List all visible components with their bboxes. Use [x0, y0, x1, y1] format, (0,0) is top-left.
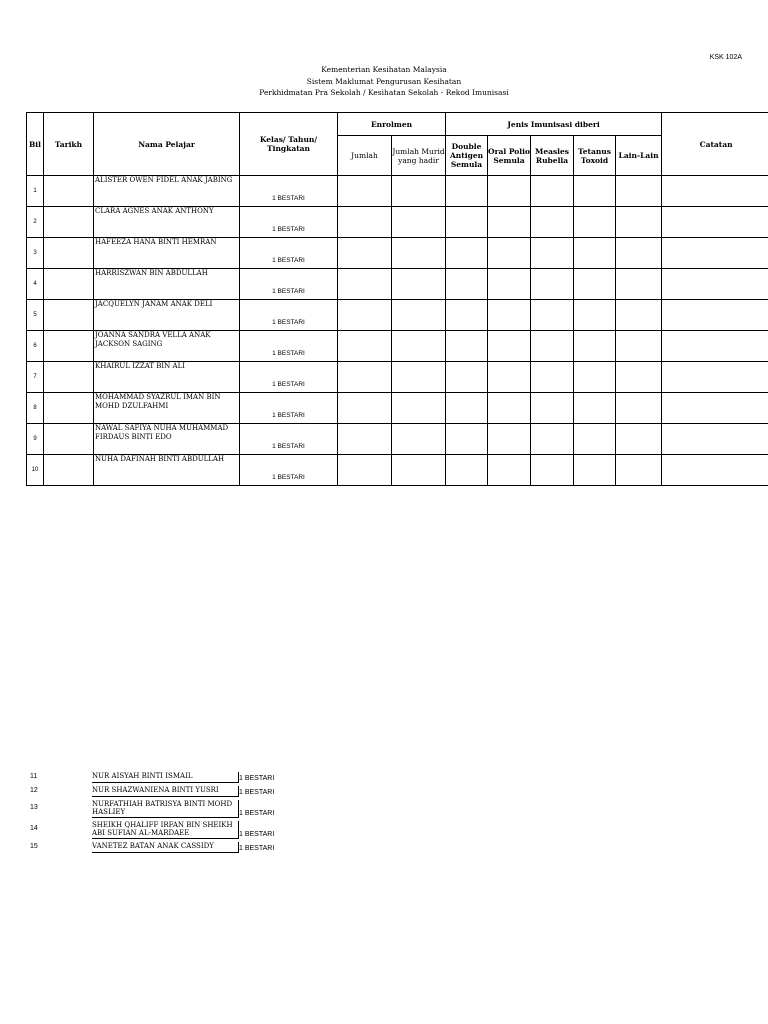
cell-jumlah	[338, 238, 392, 269]
cell-murid-hadir	[392, 238, 446, 269]
cell-measles-rubella	[531, 393, 574, 424]
student-kelas: 1 BESTARI	[239, 789, 275, 796]
cell-nama	[94, 207, 240, 238]
student-kelas: 1 BESTARI	[239, 831, 275, 838]
cell-lain-lain	[616, 331, 662, 362]
cell-tarikh	[44, 238, 94, 269]
student-name: NUR SHAZWANIENA BINTI YUSRI	[92, 786, 239, 797]
student-name: VANETEZ BATAN ANAK CASSIDY	[92, 842, 239, 853]
cell-tarikh	[44, 207, 94, 238]
cell-tetanus-toxoid	[574, 176, 616, 207]
cell-measles-rubella	[531, 362, 574, 393]
header-lain-lain: Lain-Lain	[616, 136, 662, 176]
student-kelas: 1 BESTARI	[239, 810, 275, 817]
student-name: KHAIRUL IZZAT BIN ALI	[95, 362, 185, 370]
cell-jumlah	[338, 269, 392, 300]
cell-measles-rubella	[531, 424, 574, 455]
cell-catatan	[662, 393, 768, 424]
cell-double-antigen	[446, 300, 488, 331]
cell-jumlah	[338, 455, 392, 486]
cell-nama	[94, 393, 240, 424]
header-jenis-imunisasi: Jenis Imunisasi diberi	[446, 113, 662, 136]
cell-catatan	[662, 176, 768, 207]
cell-oral-polio	[488, 269, 531, 300]
header-oral-polio: Oral Polio Semula	[488, 136, 531, 176]
header-enrolmen: Enrolmen	[338, 113, 446, 136]
immunisation-record-table	[26, 112, 768, 486]
cell-tetanus-toxoid	[574, 455, 616, 486]
student-name: CLARA AGNES ANAK ANTHONY	[95, 207, 214, 215]
cell-jumlah	[338, 424, 392, 455]
cell-jumlah	[338, 300, 392, 331]
cell-double-antigen	[446, 424, 488, 455]
row-number: 5	[27, 300, 44, 331]
cell-tarikh	[44, 300, 94, 331]
cell-nama	[94, 331, 240, 362]
cell-lain-lain	[616, 300, 662, 331]
cell-catatan	[662, 300, 768, 331]
cell-murid-hadir	[392, 455, 446, 486]
row-number: 12	[30, 787, 38, 794]
table-row	[27, 393, 768, 424]
student-name: ALISTER OWEN FIDEL ANAK JABING	[95, 176, 233, 184]
cell-kelas: 1 BESTARI	[240, 455, 338, 486]
cell-murid-hadir	[392, 331, 446, 362]
cell-kelas: 1 BESTARI	[240, 269, 338, 300]
cell-oral-polio	[488, 393, 531, 424]
cell-oral-polio	[488, 455, 531, 486]
student-name: NUR AISYAH BINTI ISMAIL	[92, 772, 239, 783]
cell-catatan	[662, 331, 768, 362]
cell-murid-hadir	[392, 207, 446, 238]
cell-kelas: 1 BESTARI	[240, 393, 338, 424]
header-nama: Nama Pelajar	[94, 113, 240, 176]
header-tarikh: Tarikh	[44, 113, 94, 176]
cell-measles-rubella	[531, 207, 574, 238]
cell-tetanus-toxoid	[574, 207, 616, 238]
cell-kelas: 1 BESTARI	[240, 424, 338, 455]
cell-lain-lain	[616, 238, 662, 269]
table-row	[27, 424, 768, 455]
list-item	[26, 786, 326, 797]
cell-catatan	[662, 362, 768, 393]
cell-oral-polio	[488, 207, 531, 238]
cell-nama	[94, 238, 240, 269]
cell-murid-hadir	[392, 362, 446, 393]
table-row	[27, 362, 768, 393]
cell-oral-polio	[488, 424, 531, 455]
header-catatan: Catatan	[662, 113, 768, 176]
cell-oral-polio	[488, 331, 531, 362]
header-double-antigen: Double Antigen Semula	[446, 136, 488, 176]
cell-kelas: 1 BESTARI	[240, 207, 338, 238]
cell-jumlah	[338, 331, 392, 362]
cell-kelas: 1 BESTARI	[240, 362, 338, 393]
cell-nama	[94, 176, 240, 207]
row-number: 8	[27, 393, 44, 424]
student-name: NURFATHIAH BATRISYA BINTI MOHD HASLIEY	[92, 800, 239, 818]
cell-kelas: 1 BESTARI	[240, 176, 338, 207]
row-number: 9	[27, 424, 44, 455]
table-row	[27, 238, 768, 269]
cell-tetanus-toxoid	[574, 269, 616, 300]
cell-tetanus-toxoid	[574, 362, 616, 393]
cell-measles-rubella	[531, 455, 574, 486]
header-bil: Bil	[27, 113, 44, 176]
cell-double-antigen	[446, 455, 488, 486]
student-name: HARRISZWAN BIN ABDULLAH	[95, 269, 208, 277]
student-name: MOHAMMAD SYAZRUL IMAN BIN MOHD DZULFAHMI	[95, 393, 221, 410]
cell-murid-hadir	[392, 269, 446, 300]
cell-tarikh	[44, 269, 94, 300]
cell-lain-lain	[616, 176, 662, 207]
student-name: JOANNA SANDRA VELLA ANAK JACKSON SAGING	[95, 331, 211, 348]
student-kelas: 1 BESTARI	[239, 775, 275, 782]
cell-murid-hadir	[392, 176, 446, 207]
cell-lain-lain	[616, 362, 662, 393]
cell-tarikh	[44, 393, 94, 424]
cell-measles-rubella	[531, 176, 574, 207]
cell-tarikh	[44, 176, 94, 207]
cell-catatan	[662, 424, 768, 455]
row-number: 2	[27, 207, 44, 238]
cell-double-antigen	[446, 207, 488, 238]
student-kelas: 1 BESTARI	[239, 845, 275, 852]
cell-kelas: 1 BESTARI	[240, 238, 338, 269]
row-number: 4	[27, 269, 44, 300]
cell-nama	[94, 362, 240, 393]
cell-nama	[94, 300, 240, 331]
cell-tetanus-toxoid	[574, 300, 616, 331]
cell-measles-rubella	[531, 269, 574, 300]
table-row	[27, 300, 768, 331]
cell-tarikh	[44, 331, 94, 362]
cell-lain-lain	[616, 269, 662, 300]
record-rows	[27, 176, 768, 486]
header-murid-hadir: Jumlah Murid yang hadir	[392, 136, 446, 176]
header-jumlah: Jumlah	[338, 136, 392, 176]
row-number: 15	[30, 843, 38, 850]
cell-kelas: 1 BESTARI	[240, 331, 338, 362]
cell-catatan	[662, 455, 768, 486]
student-name: HAFEEZA HANA BINTI HEMRAN	[95, 238, 217, 246]
cell-tetanus-toxoid	[574, 238, 616, 269]
cell-double-antigen	[446, 269, 488, 300]
cell-measles-rubella	[531, 300, 574, 331]
table-row	[27, 176, 768, 207]
cell-oral-polio	[488, 238, 531, 269]
student-name: JACQUELYN JANAM ANAK DELI	[95, 300, 213, 308]
table-row	[27, 455, 768, 486]
heading-system: Sistem Maklumat Pengurusan Kesihatan	[306, 76, 462, 86]
list-item	[26, 821, 326, 839]
cell-double-antigen	[446, 393, 488, 424]
row-number: 6	[27, 331, 44, 362]
row-number: 14	[30, 825, 38, 832]
table-row	[27, 207, 768, 238]
cell-double-antigen	[446, 238, 488, 269]
cell-double-antigen	[446, 331, 488, 362]
document-heading	[0, 64, 768, 99]
cell-measles-rubella	[531, 331, 574, 362]
heading-service: Perkhidmatan Pra Sekolah / Kesihatan Sekolah - Rekod Imunisasi	[259, 88, 509, 97]
form-reference: KSK 102A	[709, 54, 742, 61]
row-number: 3	[27, 238, 44, 269]
table-row	[27, 269, 768, 300]
cell-oral-polio	[488, 362, 531, 393]
table-row	[27, 331, 768, 362]
cell-catatan	[662, 269, 768, 300]
cell-jumlah	[338, 393, 392, 424]
cell-tetanus-toxoid	[574, 393, 616, 424]
heading-ministry: Kementerian Kesihatan Malaysia	[321, 65, 447, 74]
cell-kelas: 1 BESTARI	[240, 300, 338, 331]
header-measles-rubella: Measles Rubella	[531, 136, 574, 176]
cell-tarikh	[44, 455, 94, 486]
cell-measles-rubella	[531, 238, 574, 269]
cell-tetanus-toxoid	[574, 331, 616, 362]
cell-nama	[94, 455, 240, 486]
cell-oral-polio	[488, 300, 531, 331]
cell-oral-polio	[488, 176, 531, 207]
student-name: NAWAL SAFIYA NUHA MUHAMMAD FIRDAUS BINTI EDO	[95, 424, 229, 441]
student-name: SHEIKH QHALIFF IRFAN BIN SHEIKH ABI SUFIAN AL-MARDAEE	[92, 821, 239, 839]
cell-catatan	[662, 207, 768, 238]
cell-lain-lain	[616, 455, 662, 486]
cell-tetanus-toxoid	[574, 424, 616, 455]
row-number: 11	[30, 773, 38, 780]
cell-lain-lain	[616, 424, 662, 455]
cell-tarikh	[44, 362, 94, 393]
row-number: 10	[27, 455, 44, 486]
student-name: NUHA DAFINAH BINTI ABDULLAH	[95, 455, 225, 463]
cell-nama	[94, 424, 240, 455]
cell-nama	[94, 269, 240, 300]
list-item	[26, 772, 326, 783]
cell-jumlah	[338, 176, 392, 207]
cell-tarikh	[44, 424, 94, 455]
cell-murid-hadir	[392, 300, 446, 331]
cell-murid-hadir	[392, 393, 446, 424]
cell-double-antigen	[446, 176, 488, 207]
cell-jumlah	[338, 207, 392, 238]
row-number: 13	[30, 804, 38, 811]
cell-catatan	[662, 238, 768, 269]
cell-lain-lain	[616, 393, 662, 424]
name-underline	[94, 485, 239, 486]
row-number: 7	[27, 362, 44, 393]
cell-lain-lain	[616, 207, 662, 238]
list-item	[26, 800, 326, 818]
header-tetanus-toxoid: Tetanus Toxoid	[574, 136, 616, 176]
cell-double-antigen	[446, 362, 488, 393]
header-kelas: Kelas/ Tahun/ Tingkatan	[240, 113, 338, 176]
list-item	[26, 842, 326, 853]
cell-murid-hadir	[392, 424, 446, 455]
row-number: 1	[27, 176, 44, 207]
cell-jumlah	[338, 362, 392, 393]
